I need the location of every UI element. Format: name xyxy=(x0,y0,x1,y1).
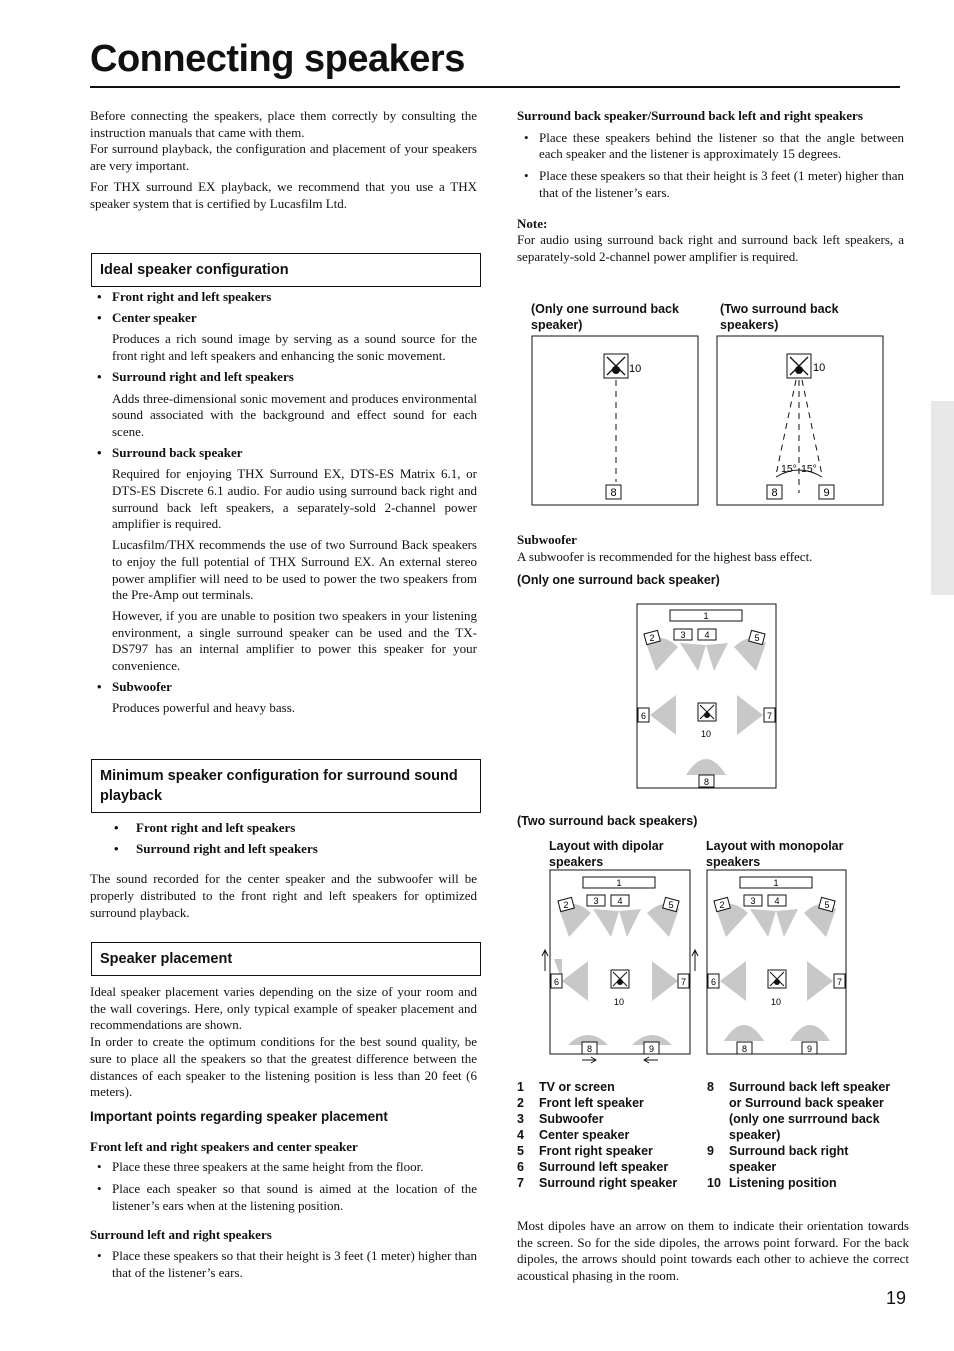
important-heading: Important points regarding speaker placement xyxy=(90,1108,388,1124)
legend-item: 7 Surround right speaker xyxy=(517,1176,678,1190)
list-item: • Front right and left speakers xyxy=(90,820,477,837)
legend-item: 10 Listening position xyxy=(707,1176,837,1190)
list-item-text: Required for enjoying THX Surround EX, DTS-ES Matrix 6.1, or DTS-ES Discrete 6.1 audio. For audio using surround back right and surround back left speakers, a separately-sold 2-channel power amplifier is required. xyxy=(112,466,477,532)
minimum-heading: Minimum speaker configuration for surround sound playback xyxy=(91,759,481,813)
placement-section xyxy=(91,942,481,976)
caption-room-one: (Only one surround back speaker) xyxy=(517,573,720,587)
caption-room-two: (Two surround back speakers) xyxy=(517,814,698,828)
placement-text: Ideal speaker placement varies depending on the size of your room and the wall coverings. Here, only typical example of speaker placement and recommendations are shown. xyxy=(90,984,477,1033)
label-1: 1 xyxy=(703,611,709,621)
legend-item: 5 Front right speaker xyxy=(517,1144,653,1158)
label-2: 2 xyxy=(649,633,655,643)
side-tab xyxy=(931,401,954,595)
listener-icon xyxy=(768,970,786,988)
minimum-section xyxy=(91,759,481,813)
list-item-text: Produces powerful and heavy bass. xyxy=(112,700,296,716)
angle-label: 15° xyxy=(801,463,817,475)
label-2: 2 xyxy=(719,900,725,910)
label-6: 6 xyxy=(640,711,647,721)
label-9: 9 xyxy=(806,1044,813,1054)
label-7: 7 xyxy=(836,977,843,987)
list-item-text: Adds three-dimensional sonic movement and produces environmental sound associated with the background and effect sound for each scene. xyxy=(112,390,477,439)
listener-icon xyxy=(787,354,811,378)
label-6: 6 xyxy=(553,977,560,987)
list-item: • Surround right and left speakers xyxy=(90,841,477,858)
listener-icon xyxy=(611,970,629,988)
surround-heading: Surround left and right speakers xyxy=(90,1227,272,1243)
label-4: 4 xyxy=(617,896,623,906)
intro-paragraph: For THX surround EX playback, we recommend that you use a THX speaker system that is certified by Lucasfilm Ltd. xyxy=(90,178,477,211)
minimum-list xyxy=(90,820,477,922)
label-5: 5 xyxy=(754,633,760,643)
label-4: 4 xyxy=(774,896,780,906)
placement-text: In order to create the optimum conditions for the best sound quality, be sure to place all the speakers so that the greatest difference between the distances of each speaker to the listening position is less than 20 feet (6 meters). xyxy=(90,1034,477,1100)
list-item: • Place these speakers behind the listener so that the angle between each speaker and the listener is approximately 15 degrees. xyxy=(517,130,904,163)
intro-paragraph: Before connecting the speakers, place them correctly by consulting the instruction manuals that came with them. xyxy=(90,108,477,140)
list-item-text: However, if you are unable to position two speakers in your listening environment, a single surround speaker can be used and the TX-DS797 has an internal amplifier to power this speaker for your convenience. xyxy=(112,607,477,674)
room-diagram-monopolar xyxy=(706,869,849,1057)
arrow-icon xyxy=(644,1057,658,1063)
label-9: 9 xyxy=(823,487,830,499)
label-7: 7 xyxy=(680,977,687,987)
label-8: 8 xyxy=(610,487,617,499)
list-item: • Place each speaker so that sound is aimed at the location of the listener’s ears when at the listening position. xyxy=(90,1181,477,1214)
caption-two-back: (Two surround back speakers) xyxy=(720,302,839,332)
room-diagram-dipolar xyxy=(540,869,700,1064)
diagram-one-back xyxy=(531,335,701,507)
label-10: 10 xyxy=(770,997,782,1007)
legend-left xyxy=(517,1079,699,1191)
list-item: • Place these speakers so that their height is 3 feet (1 meter) higher than that of the listener’s ears. xyxy=(90,1248,477,1281)
label-2: 2 xyxy=(563,900,569,910)
front-heading: Front left and right speakers and center speaker xyxy=(90,1138,358,1154)
arrow-icon xyxy=(582,1057,596,1063)
legend-item: 1 TV or screen xyxy=(517,1080,615,1094)
list-item: • Subwoofer xyxy=(90,679,477,696)
subwoofer-section xyxy=(517,532,904,565)
label-1: 1 xyxy=(616,878,622,888)
legend-item: 8 Surround back left speaker or Surround back speaker (only one surrround back speaker) xyxy=(707,1080,891,1142)
label-7: 7 xyxy=(766,711,773,721)
placement-body xyxy=(90,984,477,1282)
label-8: 8 xyxy=(586,1044,593,1054)
angle-label: 15° xyxy=(781,463,797,475)
subwoofer-text: A subwoofer is recommended for the highest bass effect. xyxy=(517,548,813,564)
list-item: • Surround back speaker xyxy=(90,445,477,462)
arrow-icon xyxy=(692,950,698,971)
dipoles-paragraph: Most dipoles have an arrow on them to indicate their orientation towards the screen. So for the side dipoles, the arrows point forward. For the back dipoles, the arrows should point towards each other to achieve the correct acoustical phasing in the room. xyxy=(517,1218,909,1284)
label-8: 8 xyxy=(703,777,710,787)
legend-item: 3 Subwoofer xyxy=(517,1112,604,1126)
caption-one-back: (Only one surround back speaker) xyxy=(531,302,679,332)
legend-item: 2 Front left speaker xyxy=(517,1096,644,1110)
surround-back-heading: Surround back speaker/Surround back left and right speakers xyxy=(517,108,863,123)
page-title: Connecting speakers xyxy=(90,38,465,80)
listener-icon xyxy=(604,354,628,378)
ideal-heading: Ideal speaker configuration xyxy=(91,253,481,287)
caption-monopolar: Layout with monopolar speakers xyxy=(706,839,844,869)
label-1: 1 xyxy=(773,878,779,888)
ideal-section xyxy=(91,253,481,287)
list-item: • Place these three speakers at the same height from the floor. xyxy=(90,1159,477,1176)
placement-heading: Speaker placement xyxy=(91,942,481,976)
left-column xyxy=(90,108,477,212)
caption-dipolar: Layout with dipolar speakers xyxy=(549,839,664,869)
note-label: Note: xyxy=(517,215,548,231)
label-8: 8 xyxy=(741,1044,748,1054)
label-10: 10 xyxy=(613,997,625,1007)
label-9: 9 xyxy=(648,1044,655,1054)
label-10: 10 xyxy=(813,362,826,374)
label-10: 10 xyxy=(629,363,642,375)
arrow-icon xyxy=(542,950,548,971)
label-10: 10 xyxy=(700,729,712,739)
label-5: 5 xyxy=(824,900,830,910)
intro-paragraph: For surround playback, the configuration and placement of your speakers are very important. xyxy=(90,141,477,174)
label-8: 8 xyxy=(771,487,778,499)
label-3: 3 xyxy=(593,896,599,906)
label-6: 6 xyxy=(710,977,717,987)
legend-right xyxy=(707,1079,897,1191)
legend-item: 4 Center speaker xyxy=(517,1128,630,1142)
legend-item: 9 Surround back right speaker xyxy=(707,1144,849,1174)
subwoofer-heading: Subwoofer xyxy=(517,532,577,547)
listener-icon xyxy=(698,703,716,721)
label-4: 4 xyxy=(704,630,710,640)
list-item: • Surround right and left speakers xyxy=(90,369,477,386)
label-3: 3 xyxy=(680,630,686,640)
list-item-text: Produces a rich sound image by serving as a sound source for the front right and left speakers and enhancing the sonic movement. xyxy=(112,331,477,364)
list-item-text: Lucasfilm/THX recommends the use of two Surround Back speakers to enjoy the full potential of THX Surround EX. An external stereo power amplifier will need to be used to power the two speakers from the Pre-Amp out terminals. xyxy=(112,537,477,603)
label-3: 3 xyxy=(750,896,756,906)
room-diagram-one xyxy=(636,603,779,791)
page-number: 19 xyxy=(886,1288,907,1308)
list-item: • Place these speakers so that their height is 3 feet (1 meter) higher than that of the listener’s ears. xyxy=(517,168,904,201)
right-column xyxy=(517,108,904,266)
ideal-list xyxy=(90,289,477,717)
label-5: 5 xyxy=(668,900,674,910)
minimum-text: The sound recorded for the center speaker and the subwoofer will be properly distributed to the front right and left speakers for optimized surround playback. xyxy=(90,871,477,920)
list-item: • Center speaker xyxy=(90,310,477,327)
title-rule xyxy=(90,86,900,88)
list-item: • Front right and left speakers xyxy=(90,289,477,306)
legend-item: 6 Surround left speaker xyxy=(517,1160,669,1174)
note-text: For audio using surround back right and surround back left speakers, a separately-sold 2-channel power amplifier is required. xyxy=(517,232,904,264)
diagram-two-back xyxy=(716,335,886,507)
